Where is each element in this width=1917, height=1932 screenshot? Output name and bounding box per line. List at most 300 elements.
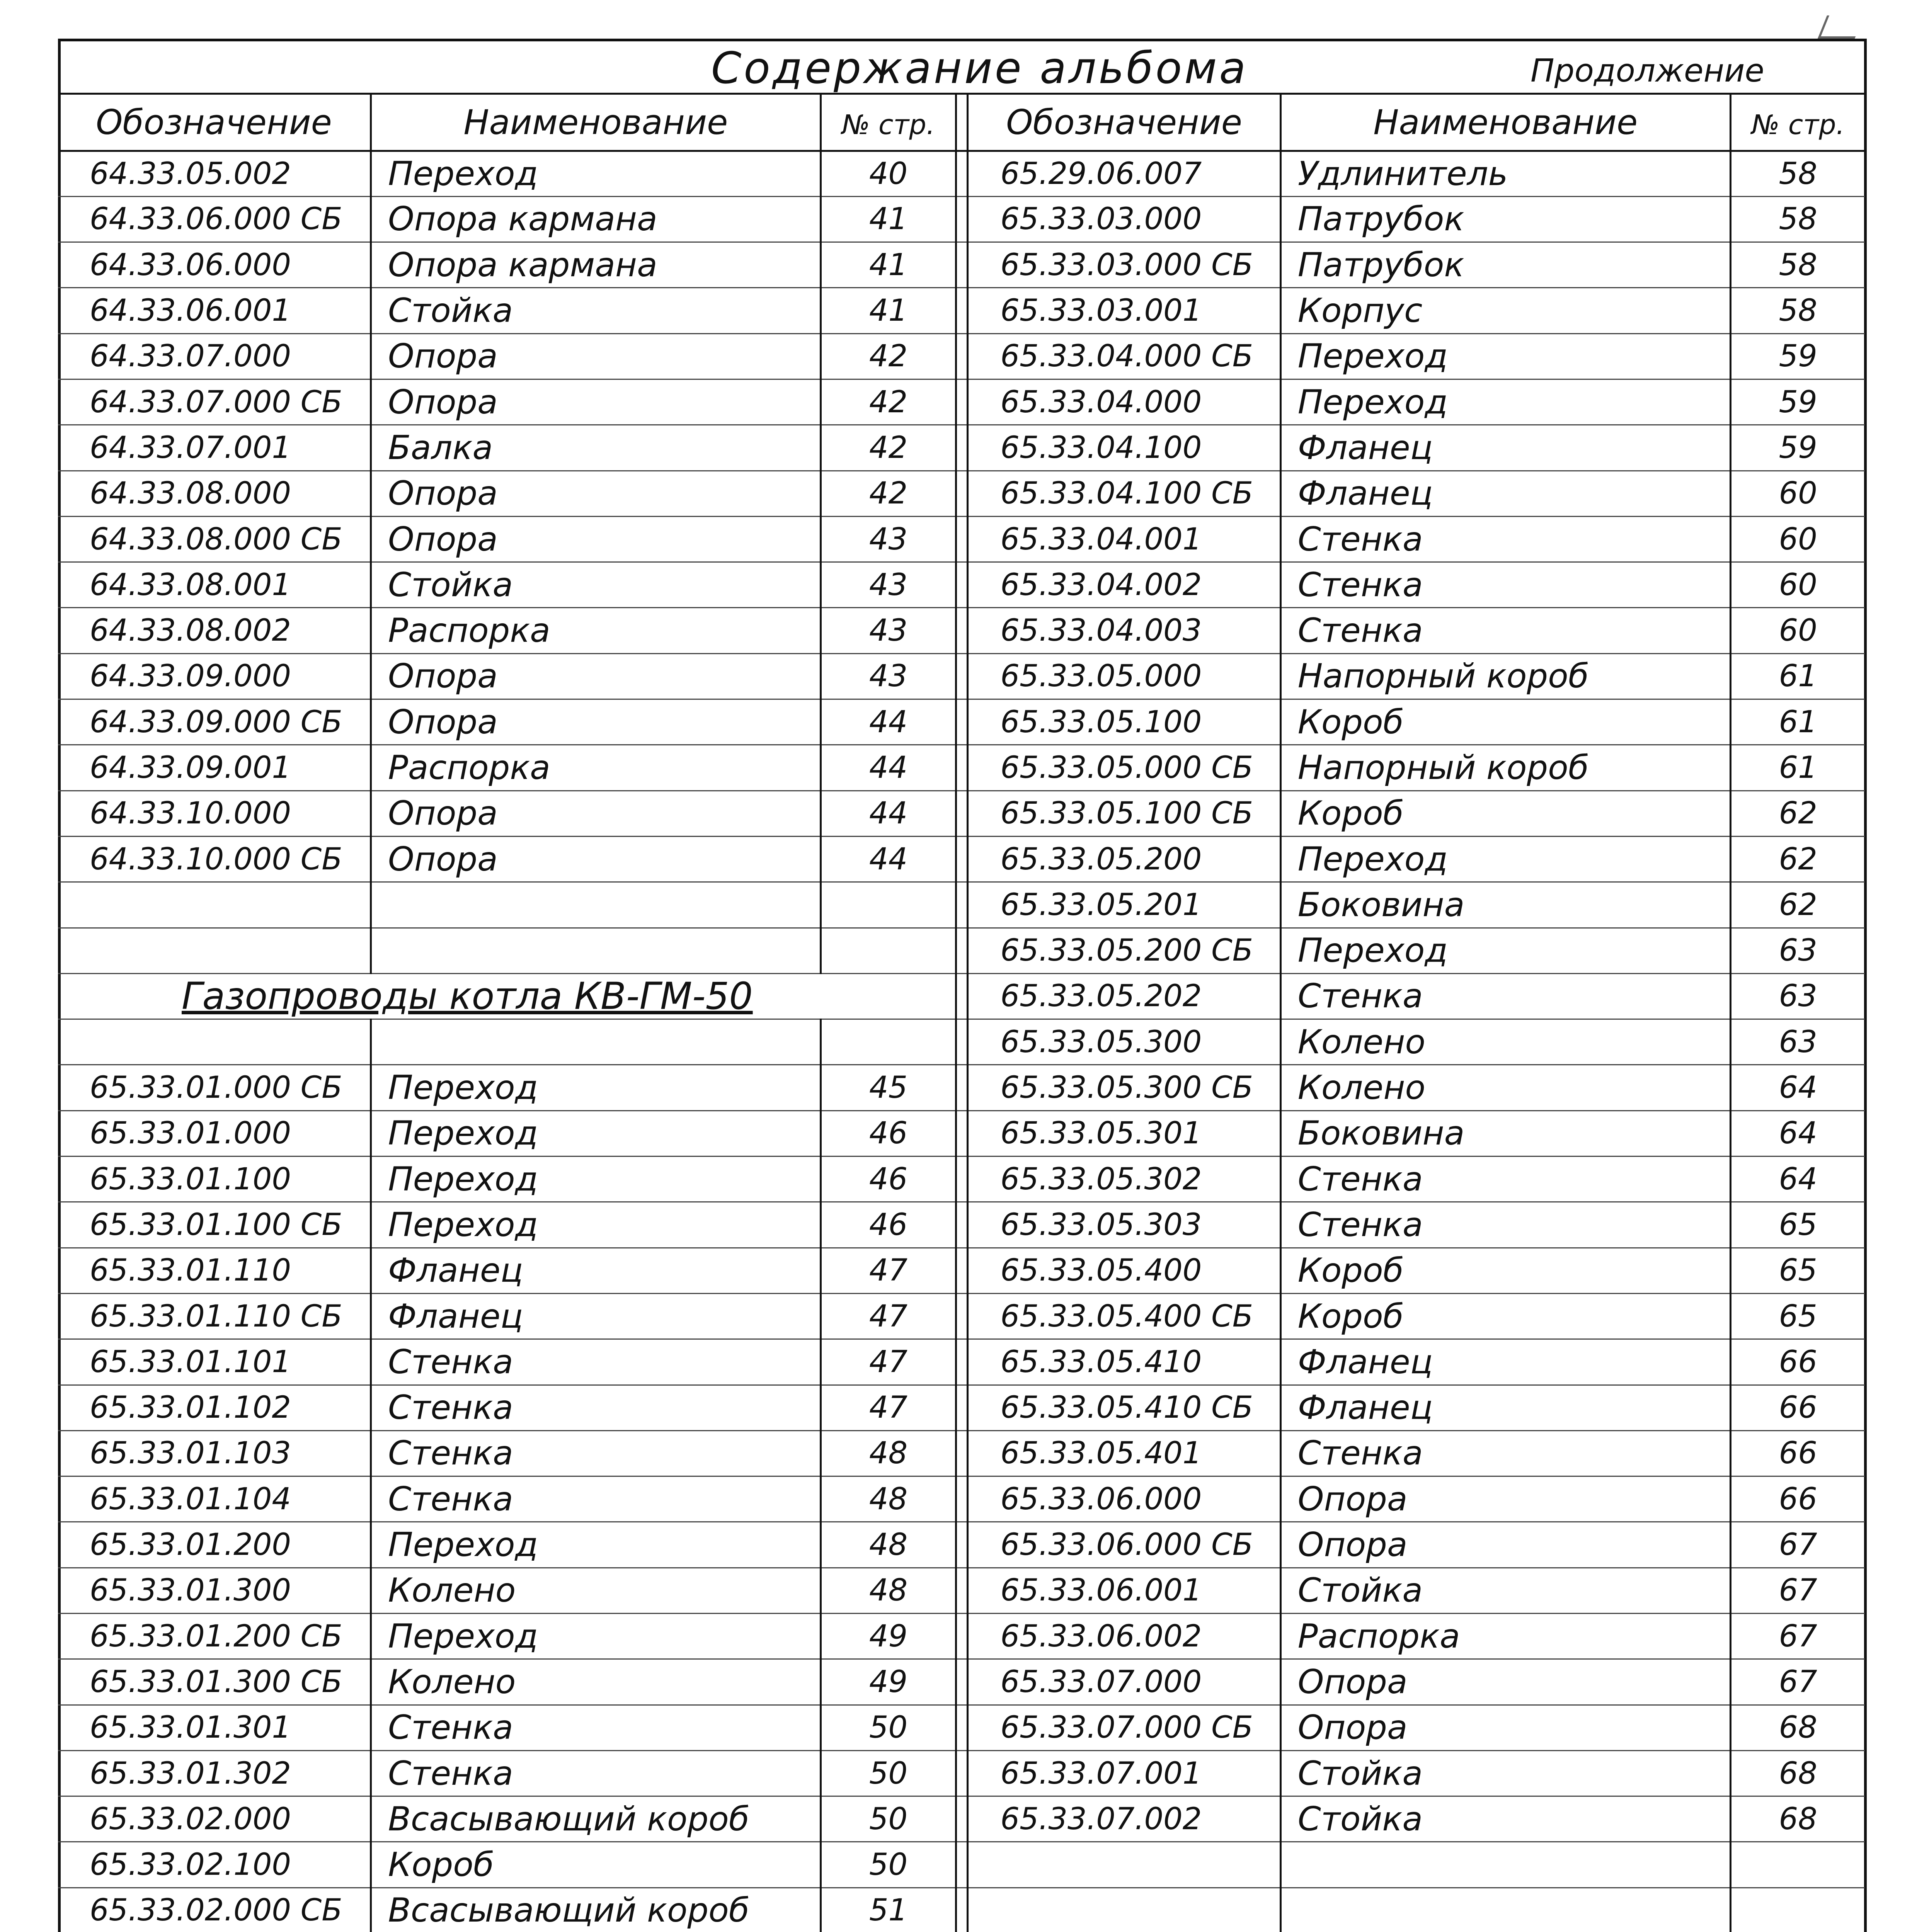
left-name-cell: Стенка [371, 1430, 821, 1476]
table-row [58, 1614, 1866, 1659]
column-gap-cell [956, 242, 968, 288]
table-row [58, 973, 1866, 1019]
left-page-cell: 49 [821, 1614, 956, 1659]
continuation-label: Продолжение [1531, 53, 1764, 89]
right-page-cell: 62 [1730, 836, 1866, 882]
left-code-cell: 64.33.08.000 [58, 471, 371, 516]
left-page-header-text: № стр. [841, 109, 935, 141]
right-page-cell: 60 [1730, 562, 1866, 608]
table-row [58, 1750, 1866, 1796]
table-row [58, 1156, 1866, 1202]
left-code-cell: 64.33.06.000 [58, 242, 371, 288]
right-name-cell: Фланец [1280, 1339, 1730, 1385]
right-code-cell: 65.33.05.303 [968, 1202, 1280, 1248]
table-row [58, 653, 1866, 699]
right-name-cell: Короб [1280, 1248, 1730, 1293]
left-page-cell [821, 928, 956, 973]
left-code-cell: 65.33.01.101 [58, 1339, 371, 1385]
column-gap-cell [956, 745, 968, 791]
table-row [58, 1522, 1866, 1568]
column-gap-cell [956, 333, 968, 379]
column-gap-cell [956, 653, 968, 699]
table-row [58, 242, 1866, 288]
table-row [58, 1065, 1866, 1111]
left-page-cell: 42 [821, 471, 956, 516]
right-page-cell: 65 [1730, 1202, 1866, 1248]
column-gap-cell [956, 882, 968, 928]
right-code-cell: 65.33.04.001 [968, 516, 1280, 562]
left-page-cell: 48 [821, 1522, 956, 1568]
right-code-cell: 65.33.06.001 [968, 1568, 1280, 1613]
left-code-cell: 65.33.01.301 [58, 1705, 371, 1750]
column-gap-cell [956, 425, 968, 471]
right-page-cell: 66 [1730, 1476, 1866, 1522]
left-name-cell: Переход [371, 151, 821, 196]
left-page-cell: 50 [821, 1842, 956, 1888]
left-page-cell: 42 [821, 379, 956, 425]
left-code-cell [58, 928, 371, 973]
right-name-cell: Стенка [1280, 562, 1730, 608]
right-name-cell: Стенка [1280, 516, 1730, 562]
column-gap-cell [956, 1614, 968, 1659]
table-row [58, 1842, 1866, 1888]
table-row [58, 516, 1866, 562]
left-page-cell: 40 [821, 151, 956, 196]
column-gap-cell [956, 1339, 968, 1385]
right-name-cell: Стойка [1280, 1750, 1730, 1796]
left-code-cell: 64.33.09.001 [58, 745, 371, 791]
table-row [58, 1293, 1866, 1339]
right-code-cell: 65.33.05.410 [968, 1339, 1280, 1385]
right-page-cell: 67 [1730, 1614, 1866, 1659]
table-row [58, 1659, 1866, 1705]
left-page-cell: 41 [821, 196, 956, 242]
left-name-cell: Балка [371, 425, 821, 471]
right-code-cell: 65.33.05.100 СБ [968, 791, 1280, 836]
column-gap-cell [956, 1019, 968, 1065]
left-code-cell: 64.33.08.000 СБ [58, 516, 371, 562]
right-name-cell: Фланец [1280, 425, 1730, 471]
table-row [58, 791, 1866, 836]
right-name-cell: Патрубок [1280, 242, 1730, 288]
column-gap [956, 95, 968, 151]
column-gap-cell [956, 1430, 968, 1476]
left-name-cell: Колено [371, 1659, 821, 1705]
table-row [58, 425, 1866, 471]
right-name-cell: Переход [1280, 928, 1730, 973]
right-name-cell: Распорка [1280, 1614, 1730, 1659]
right-page-cell: 65 [1730, 1293, 1866, 1339]
left-name-cell: Переход [371, 1065, 821, 1111]
left-code-cell: 65.33.02.000 [58, 1796, 371, 1842]
album-title: Содержание альбома [711, 43, 1248, 94]
right-page-cell: 61 [1730, 653, 1866, 699]
right-code-cell: 65.33.05.301 [968, 1111, 1280, 1156]
left-code-cell: 65.33.01.100 [58, 1156, 371, 1202]
right-code-cell: 65.33.06.000 [968, 1476, 1280, 1522]
left-code-cell [58, 882, 371, 928]
table-row [58, 471, 1866, 516]
right-code-cell [968, 1888, 1280, 1932]
left-page-cell: 42 [821, 425, 956, 471]
right-code-cell: 65.33.03.000 [968, 196, 1280, 242]
right-code-cell: 65.33.04.000 [968, 379, 1280, 425]
right-page-cell: 60 [1730, 608, 1866, 653]
column-gap-cell [956, 471, 968, 516]
left-name-cell: Стойка [371, 288, 821, 333]
right-name-cell [1280, 1888, 1730, 1932]
table-row [58, 1248, 1866, 1293]
column-gap-cell [956, 699, 968, 745]
left-name-cell: Фланец [371, 1293, 821, 1339]
right-name-cell: Фланец [1280, 1385, 1730, 1430]
left-page-cell: 47 [821, 1339, 956, 1385]
right-page-cell: 61 [1730, 699, 1866, 745]
left-name-cell: Распорка [371, 608, 821, 653]
right-page-cell [1730, 1888, 1866, 1932]
left-code-cell: 64.33.10.000 [58, 791, 371, 836]
left-page-cell [821, 882, 956, 928]
column-gap-cell [956, 1842, 968, 1888]
left-code-cell: 65.33.01.000 СБ [58, 1065, 371, 1111]
column-gap-cell [956, 1065, 968, 1111]
left-page-cell: 43 [821, 608, 956, 653]
right-name-cell: Патрубок [1280, 196, 1730, 242]
table-row [58, 745, 1866, 791]
right-page-cell: 68 [1730, 1705, 1866, 1750]
left-name-cell: Переход [371, 1111, 821, 1156]
column-gap-cell [956, 608, 968, 653]
right-page-cell: 67 [1730, 1568, 1866, 1613]
column-gap-cell [956, 836, 968, 882]
right-page-cell: 60 [1730, 516, 1866, 562]
right-name-cell: Переход [1280, 836, 1730, 882]
right-page-cell: 63 [1730, 928, 1866, 973]
left-code-cell: 64.33.09.000 [58, 653, 371, 699]
corner-mark [1818, 15, 1864, 39]
right-page-cell: 58 [1730, 288, 1866, 333]
left-code-cell: 64.33.07.000 [58, 333, 371, 379]
right-page-cell: 64 [1730, 1065, 1866, 1111]
column-gap-cell [956, 1796, 968, 1842]
left-name-cell: Переход [371, 1156, 821, 1202]
left-name-cell: Опора [371, 333, 821, 379]
right-code-cell: 65.33.04.000 СБ [968, 333, 1280, 379]
left-code-cell: 64.33.07.001 [58, 425, 371, 471]
left-page-cell: 45 [821, 1065, 956, 1111]
right-name-cell: Короб [1280, 1293, 1730, 1339]
right-code-cell: 65.33.07.000 СБ [968, 1705, 1280, 1750]
left-code-cell: 65.33.02.000 СБ [58, 1888, 371, 1932]
table-row [58, 379, 1866, 425]
left-page-cell: 46 [821, 1156, 956, 1202]
right-name-cell: Стенка [1280, 973, 1730, 1019]
left-page-cell: 50 [821, 1750, 956, 1796]
table-row [58, 1385, 1866, 1430]
right-page-cell: 59 [1730, 425, 1866, 471]
right-page-cell: 61 [1730, 745, 1866, 791]
right-page-cell: 58 [1730, 242, 1866, 288]
left-page-cell: 44 [821, 745, 956, 791]
left-code-cell: 65.33.01.302 [58, 1750, 371, 1796]
right-code-cell: 65.33.05.302 [968, 1156, 1280, 1202]
right-code-cell: 65.33.05.400 СБ [968, 1293, 1280, 1339]
left-name-cell: Стенка [371, 1750, 821, 1796]
left-code-cell: 65.33.01.300 [58, 1568, 371, 1613]
left-code-cell: 65.33.01.110 [58, 1248, 371, 1293]
left-page-cell: 44 [821, 791, 956, 836]
table-row [58, 836, 1866, 882]
left-name-cell: Фланец [371, 1248, 821, 1293]
table-row [58, 1339, 1866, 1385]
table-row [58, 608, 1866, 653]
left-page-cell [821, 1019, 956, 1065]
contents-body [58, 151, 1866, 1932]
left-page-cell: 42 [821, 333, 956, 379]
right-page-cell: 68 [1730, 1796, 1866, 1842]
right-page-cell: 66 [1730, 1430, 1866, 1476]
left-code-cell: 64.33.06.000 СБ [58, 196, 371, 242]
left-page-cell: 46 [821, 1111, 956, 1156]
column-gap-cell [956, 1750, 968, 1796]
right-page-cell: 63 [1730, 973, 1866, 1019]
left-code-cell [58, 1019, 371, 1065]
left-name-cell: Стенка [371, 1385, 821, 1430]
right-code-cell: 65.33.05.200 СБ [968, 928, 1280, 973]
right-page-cell: 58 [1730, 196, 1866, 242]
left-name-cell: Опора [371, 379, 821, 425]
right-name-cell: Боковина [1280, 1111, 1730, 1156]
right-page-cell: 63 [1730, 1019, 1866, 1065]
left-name-cell: Стенка [371, 1705, 821, 1750]
right-name-cell: Напорный короб [1280, 653, 1730, 699]
right-code-cell: 65.33.05.000 СБ [968, 745, 1280, 791]
right-page-cell: 59 [1730, 333, 1866, 379]
column-gap-cell [956, 1522, 968, 1568]
right-code-cell: 65.33.03.001 [968, 288, 1280, 333]
left-page-cell: 41 [821, 288, 956, 333]
left-name-cell: Переход [371, 1522, 821, 1568]
right-name-cell: Колено [1280, 1065, 1730, 1111]
column-gap-cell [956, 516, 968, 562]
right-name-cell: Удлинитель [1280, 151, 1730, 196]
left-code-cell: 65.33.01.103 [58, 1430, 371, 1476]
table-row [58, 196, 1866, 242]
left-code-cell: 65.33.01.104 [58, 1476, 371, 1522]
right-name-cell: Переход [1280, 333, 1730, 379]
column-gap-cell [956, 791, 968, 836]
column-gap-cell [956, 562, 968, 608]
left-code-cell: 65.33.01.000 [58, 1111, 371, 1156]
left-page-cell: 51 [821, 1888, 956, 1932]
left-page-cell: 50 [821, 1796, 956, 1842]
left-name-cell: Стенка [371, 1476, 821, 1522]
right-code-cell: 65.33.05.300 [968, 1019, 1280, 1065]
table-row [58, 928, 1866, 973]
left-name-cell: Стойка [371, 562, 821, 608]
right-code-cell: 65.33.03.000 СБ [968, 242, 1280, 288]
left-page-cell: 43 [821, 562, 956, 608]
right-name-cell: Стенка [1280, 1430, 1730, 1476]
table-row [58, 1888, 1866, 1932]
left-name-cell: Всасывающий короб [371, 1888, 821, 1932]
left-name-cell [371, 1019, 821, 1065]
right-page-cell: 67 [1730, 1522, 1866, 1568]
left-code-cell: 65.33.01.300 СБ [58, 1659, 371, 1705]
left-page-cell: 47 [821, 1385, 956, 1430]
right-name-cell: Стенка [1280, 608, 1730, 653]
table-row [58, 1476, 1866, 1522]
left-page-header [821, 95, 956, 151]
right-name-cell: Переход [1280, 379, 1730, 425]
column-gap-cell [956, 1568, 968, 1613]
left-name-cell: Распорка [371, 745, 821, 791]
right-code-header: Обозначение [968, 95, 1280, 151]
right-name-cell: Корпус [1280, 288, 1730, 333]
left-code-cell: 64.33.09.000 СБ [58, 699, 371, 745]
left-code-cell: 64.33.06.001 [58, 288, 371, 333]
right-name-cell: Стенка [1280, 1202, 1730, 1248]
left-page-cell: 47 [821, 1293, 956, 1339]
left-name-cell: Колено [371, 1568, 821, 1613]
right-page-cell: 58 [1730, 151, 1866, 196]
right-name-cell [1280, 1842, 1730, 1888]
column-gap-cell [956, 1659, 968, 1705]
column-gap-cell [956, 379, 968, 425]
right-name-cell: Напорный короб [1280, 745, 1730, 791]
right-page-cell: 62 [1730, 791, 1866, 836]
column-gap-cell [956, 928, 968, 973]
right-name-cell: Боковина [1280, 882, 1730, 928]
left-page-cell: 48 [821, 1476, 956, 1522]
left-code-cell: 65.33.01.102 [58, 1385, 371, 1430]
column-gap-cell [956, 1705, 968, 1750]
left-name-cell: Опора [371, 699, 821, 745]
left-code-header: Обозначение [58, 95, 371, 151]
right-code-cell: 65.33.07.000 [968, 1659, 1280, 1705]
table-row [58, 333, 1866, 379]
table-row [58, 1019, 1866, 1065]
right-code-cell: 65.33.07.001 [968, 1750, 1280, 1796]
left-name-cell: Опора [371, 791, 821, 836]
left-name-cell: Опора кармана [371, 196, 821, 242]
table-row [58, 882, 1866, 928]
right-name-cell: Стенка [1280, 1156, 1730, 1202]
table-row [58, 151, 1866, 196]
left-name-cell: Опора [371, 471, 821, 516]
right-name-header: Наименование [1280, 95, 1730, 151]
right-page-cell: 60 [1730, 471, 1866, 516]
left-code-cell: 65.33.02.100 [58, 1842, 371, 1888]
left-page-cell: 43 [821, 653, 956, 699]
left-page-cell: 44 [821, 699, 956, 745]
table-row [58, 1430, 1866, 1476]
left-name-cell: Опора кармана [371, 242, 821, 288]
header-row [58, 95, 1866, 151]
right-code-cell: 65.33.05.401 [968, 1430, 1280, 1476]
left-code-cell: 65.33.01.200 СБ [58, 1614, 371, 1659]
right-page-header [1730, 95, 1866, 151]
left-code-cell: 64.33.10.000 СБ [58, 836, 371, 882]
right-code-cell: 65.33.05.400 [968, 1248, 1280, 1293]
left-page-cell: 43 [821, 516, 956, 562]
table-row [58, 699, 1866, 745]
right-page-cell: 59 [1730, 379, 1866, 425]
left-name-cell: Всасывающий короб [371, 1796, 821, 1842]
left-name-cell: Опора [371, 516, 821, 562]
right-page-cell: 68 [1730, 1750, 1866, 1796]
right-name-cell: Стойка [1280, 1568, 1730, 1613]
contents-table [58, 95, 1867, 1932]
column-gap-cell [956, 1111, 968, 1156]
right-name-cell: Опора [1280, 1476, 1730, 1522]
right-code-cell: 65.33.04.100 СБ [968, 471, 1280, 516]
right-page-cell [1730, 1842, 1866, 1888]
column-gap-cell [956, 1202, 968, 1248]
table-row [58, 1705, 1866, 1750]
right-code-cell: 65.33.07.002 [968, 1796, 1280, 1842]
right-name-cell: Опора [1280, 1522, 1730, 1568]
right-page-cell: 67 [1730, 1659, 1866, 1705]
right-name-cell: Короб [1280, 791, 1730, 836]
right-name-cell: Стойка [1280, 1796, 1730, 1842]
right-page-header-text: № стр. [1751, 109, 1845, 141]
right-code-cell: 65.33.04.002 [968, 562, 1280, 608]
column-gap-cell [956, 973, 968, 1019]
right-code-cell [968, 1842, 1280, 1888]
left-name-cell [371, 882, 821, 928]
column-gap-cell [956, 151, 968, 196]
table-row [58, 1796, 1866, 1842]
left-name-cell: Короб [371, 1842, 821, 1888]
left-code-cell: 64.33.08.001 [58, 562, 371, 608]
column-gap-cell [956, 1888, 968, 1932]
right-code-cell: 65.33.05.410 СБ [968, 1385, 1280, 1430]
left-code-cell: 65.33.01.100 СБ [58, 1202, 371, 1248]
left-code-cell: 64.33.07.000 СБ [58, 379, 371, 425]
table-row [58, 1202, 1866, 1248]
column-gap-cell [956, 1476, 968, 1522]
right-page-cell: 66 [1730, 1385, 1866, 1430]
right-name-cell: Колено [1280, 1019, 1730, 1065]
left-code-cell: 64.33.05.002 [58, 151, 371, 196]
right-name-cell: Короб [1280, 699, 1730, 745]
column-gap-cell [956, 1156, 968, 1202]
left-code-cell: 64.33.08.002 [58, 608, 371, 653]
left-page-cell: 47 [821, 1248, 956, 1293]
left-page-cell: 50 [821, 1705, 956, 1750]
right-code-cell: 65.33.05.200 [968, 836, 1280, 882]
right-name-cell: Опора [1280, 1705, 1730, 1750]
column-gap-cell [956, 1293, 968, 1339]
right-page-cell: 65 [1730, 1248, 1866, 1293]
right-code-cell: 65.33.06.000 СБ [968, 1522, 1280, 1568]
left-page-cell: 49 [821, 1659, 956, 1705]
right-code-cell: 65.29.06.007 [968, 151, 1280, 196]
left-page-cell: 48 [821, 1430, 956, 1476]
left-page-cell: 41 [821, 242, 956, 288]
right-page-cell: 64 [1730, 1111, 1866, 1156]
right-page-cell: 64 [1730, 1156, 1866, 1202]
left-page-cell: 46 [821, 1202, 956, 1248]
table-row [58, 1111, 1866, 1156]
left-name-cell: Стенка [371, 1339, 821, 1385]
left-name-cell: Опора [371, 836, 821, 882]
right-code-cell: 65.33.06.002 [968, 1614, 1280, 1659]
column-gap-cell [956, 1385, 968, 1430]
table-row [58, 562, 1866, 608]
right-code-cell: 65.33.05.300 СБ [968, 1065, 1280, 1111]
